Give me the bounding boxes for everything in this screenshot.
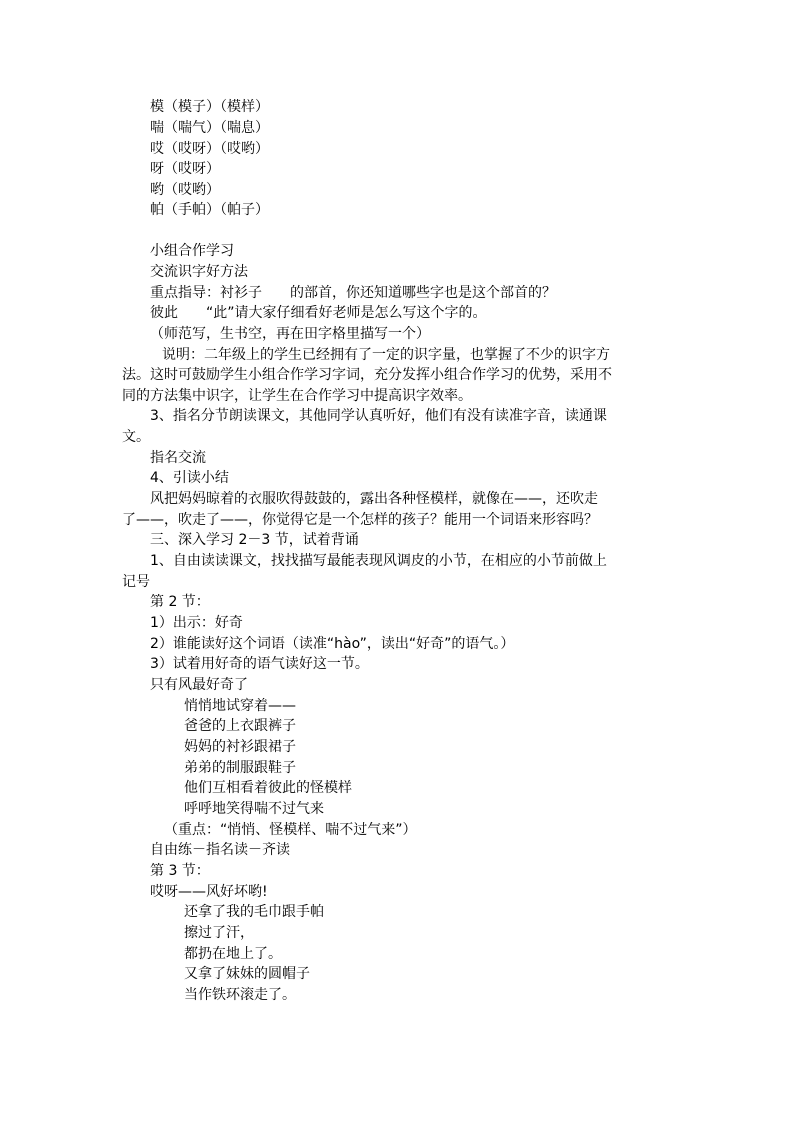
poem-line: 妈妈的衬衫跟裙子 bbox=[184, 739, 296, 755]
text-line: 指名交流 bbox=[150, 450, 206, 466]
text-line: 3）试着用好奇的语气读好这一节。 bbox=[150, 656, 369, 672]
paragraph-line: 风把妈妈晾着的衣服吹得鼓鼓的，露出各种怪模样，就像在——，还吹走 bbox=[150, 491, 598, 507]
poem-line: 又拿了妹妹的圆帽子 bbox=[184, 966, 310, 982]
text-line: 喘（喘气）（喘息） bbox=[150, 120, 269, 136]
poem-line: 还拿了我的毛巾跟手帕 bbox=[184, 904, 324, 920]
text-line: 彼此 “此”请大家仔细看好老师是怎么写这个字的。 bbox=[150, 305, 487, 321]
text-line: 模（模子）（模样） bbox=[150, 99, 269, 115]
poem-line: 擦过了汗， bbox=[184, 925, 254, 941]
poem-line: 弟弟的制服跟鞋子 bbox=[184, 760, 296, 776]
poem-line: 爸爸的上衣跟裤子 bbox=[184, 718, 296, 734]
paragraph-line: 记号 bbox=[122, 574, 150, 590]
text-line: 自由练－指名读－齐读 bbox=[150, 842, 290, 858]
poem-line: 都扔在地上了。 bbox=[184, 946, 282, 962]
text-line: 哎（哎呀）（哎哟） bbox=[150, 141, 269, 157]
text-line: 2）谁能读好这个词语（读准“hào”，读出“好奇”的语气。） bbox=[150, 636, 515, 652]
poem-line: 他们互相看着彼此的怪模样 bbox=[184, 780, 352, 796]
text-line: （师范写，生书空，再在田字格里描写一个） bbox=[150, 326, 430, 342]
poem-line: 当作铁环滚走了。 bbox=[184, 987, 296, 1003]
paragraph-line: 了——，吹走了——，你觉得它是一个怎样的孩子？能用一个词语来形容吗？ bbox=[122, 512, 598, 528]
poem-line: 呼呼地笑得喘不过气来 bbox=[184, 801, 324, 817]
text-line: 第 2 节： bbox=[150, 594, 210, 610]
poem-line: 悄悄地试穿着—— bbox=[184, 698, 296, 714]
poem-line: 只有风最好奇了 bbox=[150, 677, 248, 693]
paragraph-line: 法。这时可鼓励学生小组合作学习字词，充分发挥小组合作学习的优势，采用不 bbox=[122, 367, 612, 383]
section-heading: 三、深入学习 2－3 节，试着背诵 bbox=[150, 532, 359, 548]
text-line: 4、引读小结 bbox=[150, 470, 229, 486]
section-heading: 小组合作学习 bbox=[150, 243, 234, 259]
text-line: 呀（哎呀） bbox=[150, 161, 220, 177]
text-line: 第 3 节： bbox=[150, 863, 210, 879]
text-line: 重点指导：衬衫子 的部首，你还知道哪些字也是这个部首的？ bbox=[150, 285, 556, 301]
text-line: 哟（哎哟） bbox=[150, 182, 220, 198]
text-line: （重点：“悄悄、怪模样、喘不过气来”） bbox=[164, 822, 417, 838]
paragraph-line: 3、指名分节朗读课文，其他同学认真听好，他们有没有读准字音，读通课 bbox=[150, 408, 607, 424]
text-line: 帕（手帕）（帕子） bbox=[150, 202, 269, 218]
paragraph-line: 文。 bbox=[122, 429, 150, 445]
paragraph-line: 说明：二年级上的学生已经拥有了一定的识字量，也掌握了不少的识字方 bbox=[162, 347, 610, 363]
text-line: 1）出示：好奇 bbox=[150, 615, 243, 631]
text-line: 交流识字好方法 bbox=[150, 264, 248, 280]
poem-line: 哎呀——风好坏哟! bbox=[150, 884, 268, 900]
paragraph-line: 同的方法集中识字，让学生在合作学习中提高识字效率。 bbox=[122, 388, 472, 404]
paragraph-line: 1、自由读读课文，找找描写最能表现风调皮的小节，在相应的小节前做上 bbox=[150, 553, 607, 569]
